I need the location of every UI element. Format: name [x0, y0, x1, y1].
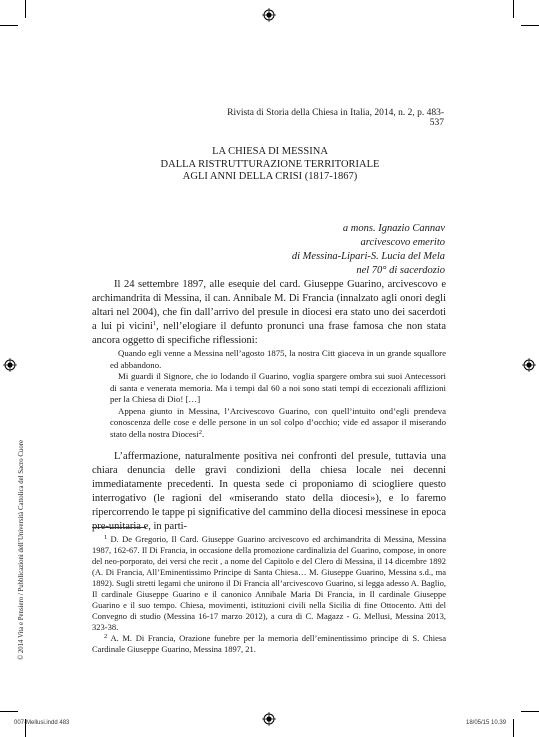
crop-mark: [521, 711, 539, 712]
slug-file: 007-Mellusi.indd 483: [14, 720, 70, 726]
footnote-ref: 1: [152, 320, 157, 327]
footnote-text: A. M. Di Francia, Orazione funebre per la memoria dell’eminentissimo principe di S. Chiesa Cardinale Giuseppe Guarino, Messina 1897, 21.: [92, 633, 447, 654]
dedication-line: a mons. Ignazio Cannav: [342, 223, 445, 234]
footnote-number: 1: [104, 534, 108, 541]
title-line: AGLI ANNI DELLA CRISI (1817-1867): [182, 171, 358, 182]
registration-mark-bottom-icon: [262, 712, 276, 726]
crop-mark: [25, 0, 26, 18]
crop-mark: [521, 25, 539, 26]
footnote-number: 2: [104, 633, 108, 640]
quote-paragraph: Quando egli venne a Messina nell’agosto 1875, la nostra Citt giaceva in un grande squallore ed abbandono.: [110, 348, 446, 370]
title-line: LA CHIESA DI MESSINA: [212, 146, 328, 157]
running-head: Rivista di Storia della Chiesa in Italia, 2014, n. 2, p. 483-537: [227, 108, 444, 128]
article-title: [90, 146, 450, 184]
copyright-sidebar: © 2014 Vita e Pensiero / Pubblicazioni dell’Università Cattolica del Sacro Cuore: [18, 439, 25, 660]
registration-mark-left-icon: [3, 358, 17, 372]
dedication: [250, 222, 445, 278]
footnote-rule: [92, 527, 146, 528]
crop-mark: [513, 0, 514, 18]
dedication-line: di Messina-Lipari-S. Lucia del Mela: [291, 251, 445, 262]
paragraph-text: , nell’elogiare il defunto pronunci una frase famosa che non stata ancora oggetto di specifiche riflessioni:: [92, 321, 447, 346]
block-quote: [110, 348, 446, 440]
paragraph-text: L’affermazione, naturalmente positiva nei confronti del presule, tuttavia una chiara denuncia delle gravi condizioni della chiesa locale nei decenni immediatamente precedenti. In questa sede ci proponiamo di sciogliere questo interrogativo (le ragioni del «miserando stato della diocesi»), e lo faremo ripercorrendo le tappe pi significative del cammino della diocesi messinese in epoca pre-unitaria e, in parti-: [92, 451, 446, 532]
registration-mark-top-icon: [262, 8, 276, 22]
paragraph-text: Il 24 settembre 1897, alle esequie del card. Giuseppe Guarino, arcivescovo e archimandrita di Messina, il can. Annibale M. Di Francia (innalzato agli onori degli altari nel 2004), che fin dall’arrivo del presule in diocesi era stato uno dei sacerdoti a lui pi vicini: [92, 279, 446, 332]
quote-paragraph: Mi guardi il Signore, che io lodando il Guarino, voglia spargere ombra sui suoi Antecessori di santa e venerata memoria. Ma i tempi dal 60 a noi sono stati tempi di eccezionali afflizioni per la Chiesa di Dio! […]: [110, 371, 446, 404]
crop-mark: [0, 25, 18, 26]
footnote-text: D. De Gregorio, Il Card. Giuseppe Guarino arcivescovo ed archimandrita di Messina, Messina 1987, 162-67. Il Di Francia, in occasione della promozione cardinalizia del Guarino, compose, in onore del neo-porporato, dei versi che recit , a nome del Capitolo e del Clero di Messina, il 14 dicembre 1892 (A. Di Francia, All’Eminentissimo Principe di Santa Chiesa… M. Giuseppe Guarino, Messina s.d., ma 1892). Sugli stretti legami che unirono il Di Francia all’arcivescovo Guarino, si legga adesso A. Baglio, Il cardinale Giuseppe Guarino e il canonico Annibale Maria Di Francia, in Il cardinale Giuseppe Guarino e il suo tempo. Chiesa, movimenti, istituzioni civili nella Sicilia di fine Ottocento. Atti del Convegno di studio (Messina 16-17 marzo 2012), a cura di C. Magazz - G. Mellusi, Messina 2013, 323-38.: [92, 534, 446, 632]
quote-paragraph: Appena giunto in Messina, l’Arcivescovo Guarino, con quell’intuito ond’egli prendeva conoscenza delle cose e delle persone in un sol colpo d’occhio; vide ed assapor il miserando stato della nostra Diocesi: [110, 405, 446, 439]
title-line: DALLA RISTRUTTURAZIONE TERRITORIALE: [160, 158, 380, 170]
dedication-line: arcivescovo emerito: [360, 237, 445, 248]
body-paragraph-2: [92, 450, 446, 534]
footnote-ref: 2: [198, 428, 202, 436]
footnote-1: [92, 534, 446, 633]
crop-mark: [0, 711, 18, 712]
quote-punct: .: [201, 428, 205, 439]
registration-mark-right-icon: [522, 358, 536, 372]
body-paragraph-1: [92, 278, 446, 348]
footnote-2: [92, 633, 446, 655]
crop-mark: [513, 719, 514, 737]
slug-date: 18/05/15 10.39: [466, 720, 507, 726]
dedication-line: nel 70° di sacerdozio: [356, 265, 445, 276]
footnotes: [92, 534, 446, 655]
